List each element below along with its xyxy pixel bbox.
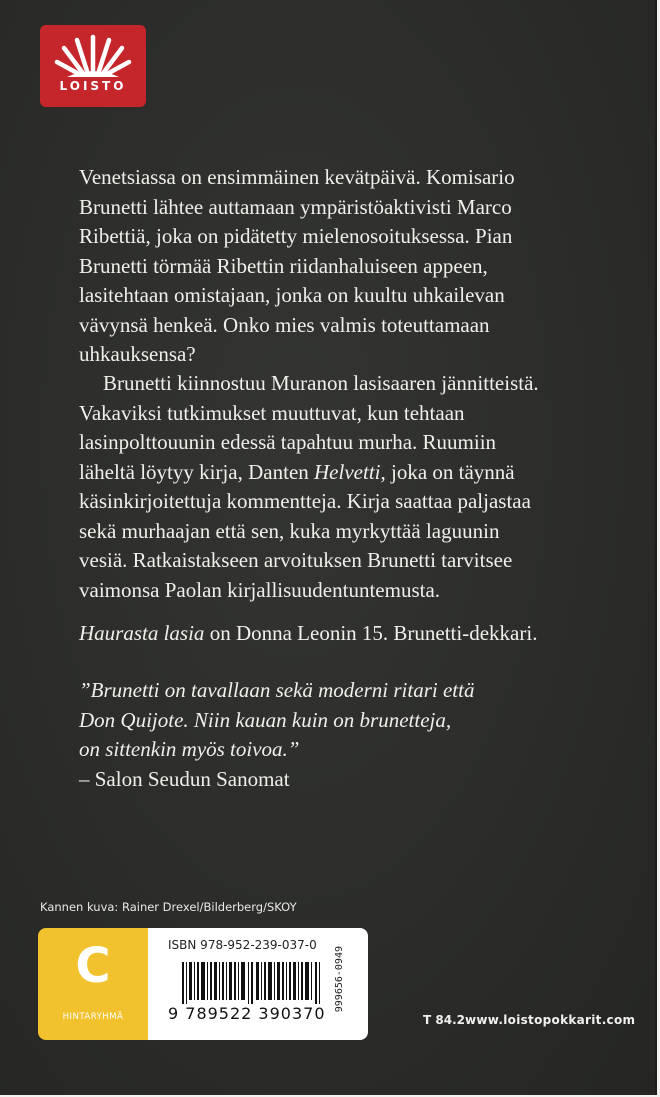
price-group-letter: C [75, 938, 111, 994]
price-code: T 84.2 [423, 1013, 465, 1027]
book-title-helvetti: Helvetti [314, 459, 381, 484]
quote-source: – Salon Seudun Sanomat [79, 766, 290, 791]
publisher-logo [40, 25, 146, 107]
barcode-icon [182, 962, 322, 1004]
blurb-paragraph-1: Venetsiassa on ensimmäinen kevätpäivä. Komisario Brunetti lähtee auttamaan ympäristöaktivisti Marco Ribettiä, joka on pidätetty mielenosoituksessa. Pian Brunetti törmää Ribettin riidanhaluiseen appeen, lasitehtaan omistajaan, jonka on kuultu uhkailevan vävynsä henkeä. Onko mies valmis toteuttamaan uhkauksensa? [79, 165, 515, 366]
website-link[interactable]: www.loistopokkarit.com [465, 1013, 636, 1027]
review-quote: ”Brunetti on tavallaan sekä moderni ritari että Don Quijote. Niin kauan kuin on brunetteja, on sittenkin myös toivoa.” – Salon Seudun Sanomat [79, 676, 639, 794]
blurb-paragraph-2: Brunetti kiinnostuu Muranon lasisaaren jännitteistä. Vakaviksi tutkimukset muuttuvat, kun tehtaan lasinpolttouunin edessä tapahtuu murha. Ruumiin läheltä löytyy kirja, Danten Helvetti, joka on täynnä käsinkirjoitettuja kommentteja. Kirja saattaa paljastaa sekä murhaajan että sen, kuka myrkyttää laguunin vesiä. Ratkaistakseen arvoituksen Brunetti tarvitsee vaimonsa Paolan kirjallisuudentuntemusta. [79, 371, 539, 602]
series-note: Haurasta lasia on Donna Leonin 15. Brunetti-dekkari. [79, 621, 538, 645]
book-title: Haurasta lasia [79, 621, 205, 645]
publisher-name: LOISTO [59, 79, 127, 93]
barcode-panel [148, 928, 368, 1040]
price-group-label: HINTARYHMÄ [62, 1012, 124, 1022]
barcode-side-number: 999656-0949 [334, 946, 345, 1013]
price-group-badge [38, 928, 148, 1040]
barcode-digits: 9 789522 390370 [168, 1004, 326, 1023]
cover-credit: Kannen kuva: Rainer Drexel/Bilderberg/SKOY [40, 900, 297, 914]
isbn-text: ISBN 978-952-239-037-0 [168, 938, 317, 952]
sunburst-icon [53, 31, 133, 77]
